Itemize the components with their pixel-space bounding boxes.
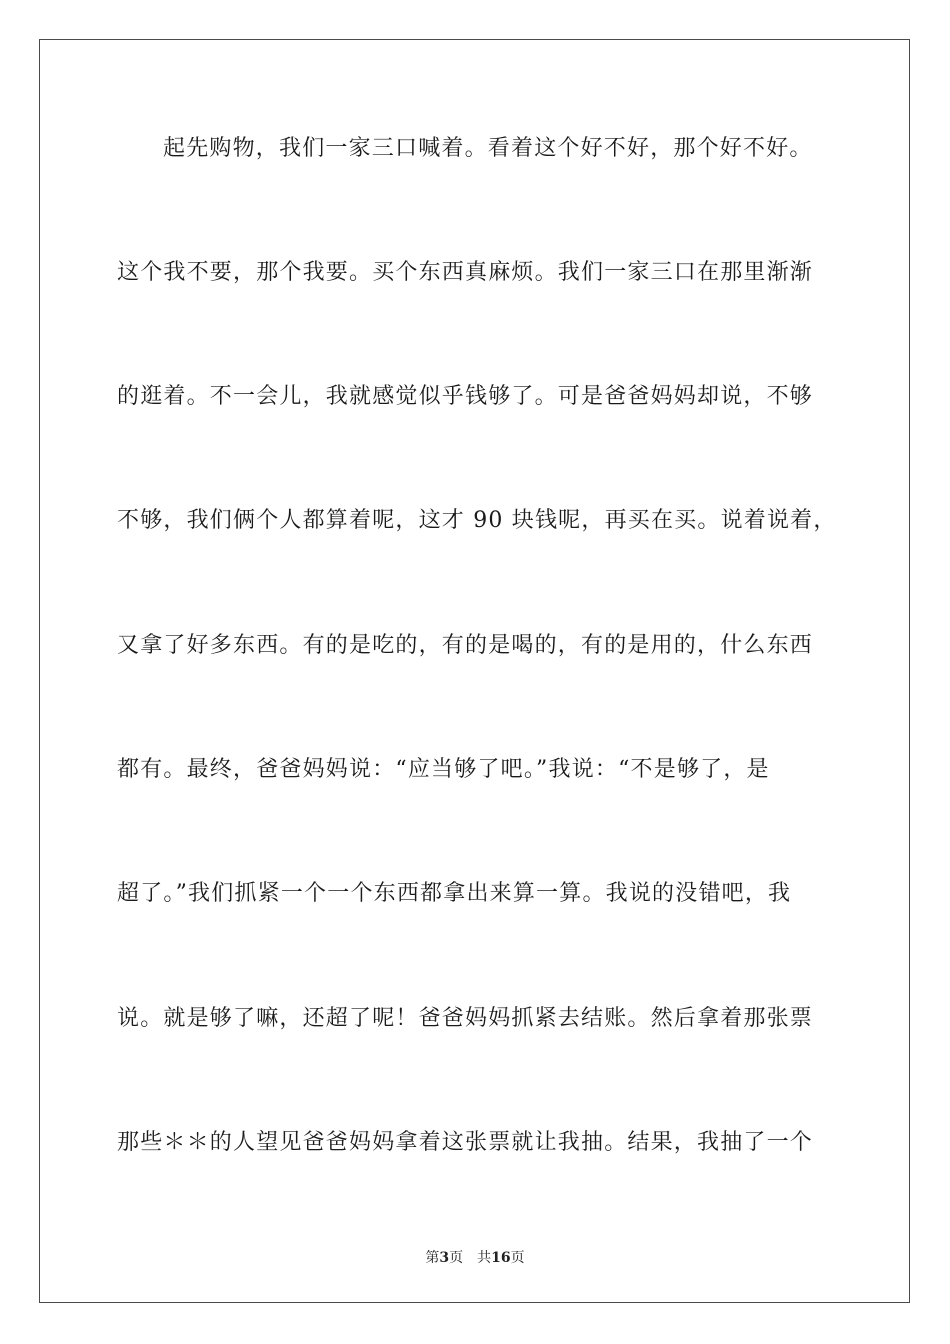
text-line: 不够，我们俩个人都算着呢，这才 90 块钱呢，再买在买。说着说着， — [117, 508, 837, 533]
text-line: 起先购物，我们一家三口喊着。看着这个好不好，那个好不好。 — [163, 136, 813, 161]
footer-total-pages: 16 — [491, 1250, 511, 1266]
text-line: 的逛着。不一会儿，我就感觉似乎钱够了。可是爸爸妈妈却说，不够 — [117, 384, 814, 409]
text-line: 又拿了好多东西。有的是吃的，有的是喝的，有的是用的，什么东西 — [117, 633, 814, 658]
footer-total-prefix: 共 — [477, 1250, 492, 1266]
footer-page-suffix: 页 — [449, 1250, 464, 1266]
text-line: 都有。最终，爸爸妈妈说：“应当够了吧。”我说：“不是够了，是 — [117, 757, 770, 782]
page-footer — [0, 1247, 950, 1267]
footer-page-number: 3 — [439, 1250, 450, 1266]
text-line: 超了。”我们抓紧一个一个东西都拿出来算一算。我说的没错吧，我 — [117, 881, 792, 906]
text-line: 那些＊＊的人望见爸爸妈妈拿着这张票就让我抽。结果，我抽了一个 — [117, 1130, 814, 1155]
text-line: 这个我不要，那个我要。买个东西真麻烦。我们一家三口在那里渐渐 — [117, 260, 814, 285]
text-line: 说。就是够了嘛，还超了呢！爸爸妈妈抓紧去结账。然后拿着那张票 — [117, 1006, 814, 1031]
page-border — [39, 39, 910, 1303]
footer-page-prefix: 第 — [425, 1250, 440, 1266]
footer-total-suffix: 页 — [510, 1250, 525, 1266]
